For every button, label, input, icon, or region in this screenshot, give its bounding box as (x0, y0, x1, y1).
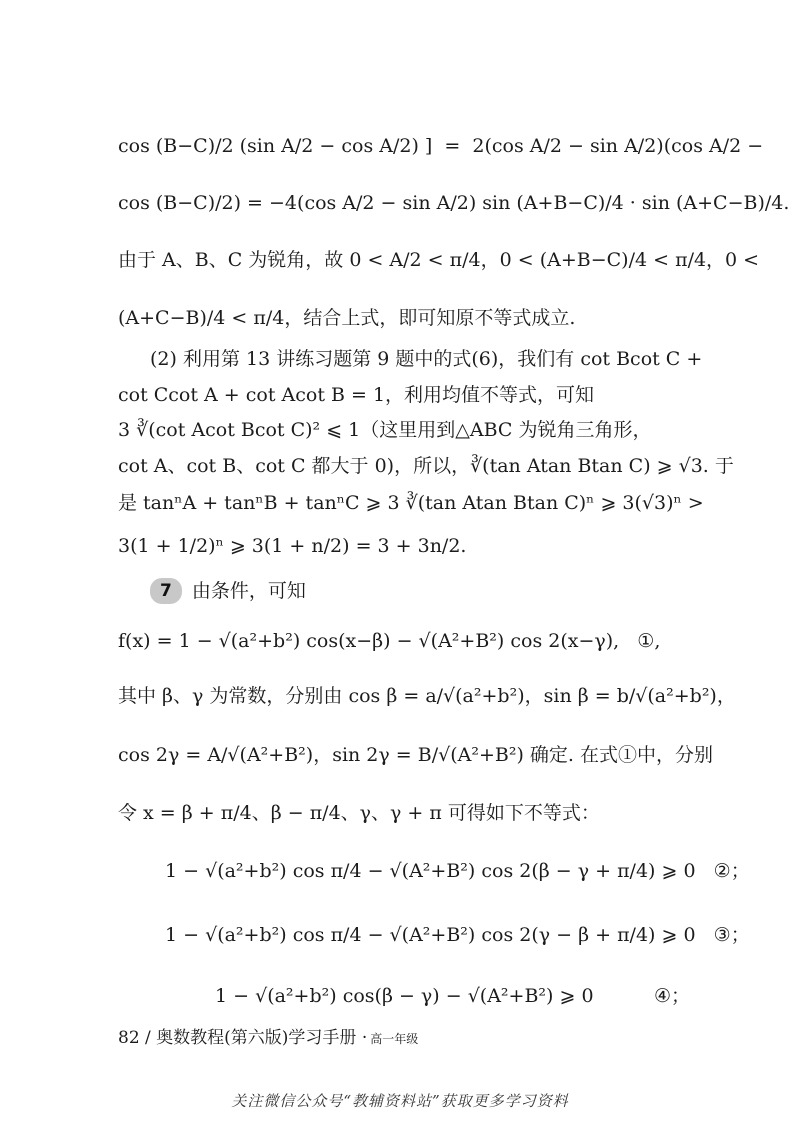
text-line-15: 令 x = β + π/4、β − π/4、γ、γ + π 可得如下不等式： (118, 802, 600, 824)
equation-2: 1 − √(a²+b²) cos π/4 − √(A²+B²) cos 2(β − γ + π/4) ⩾ 0 ②； (165, 860, 750, 882)
text-line-9: 是 tanⁿA + tanⁿB + tanⁿC ⩾ 3 ∛(tan Atan Btan C)ⁿ ⩾ 3(√3)ⁿ > (118, 492, 704, 514)
math-line-1: cos (B−C)/2 (sin A/2 − cos A/2) ] = 2(cos A/2 − sin A/2)(cos A/2 − (118, 135, 764, 157)
page-footer (118, 1023, 418, 1048)
text-line-3: 由于 A、B、C 为锐角，故 0 < A/2 < π/4，0 < (A+B−C)/4 < π/4，0 < (118, 249, 760, 271)
text-line-5: (2) 利用第 13 讲练习题第 9 题中的式(6)，我们有 cot Bcot C + (150, 348, 703, 370)
equation-4: 1 − √(a²+b²) cos(β − γ) − √(A²+B²) ⩾ 0 ④； (215, 985, 690, 1007)
text-line-14: cos 2γ = A/√(A²+B²)，sin 2γ = B/√(A²+B²) 确定. 在式①中，分别 (118, 744, 714, 766)
problem-heading: 7 由条件，可知 (150, 578, 710, 604)
footer-title: 82 / 奥数教程(第六版)学习手册 · (118, 1028, 368, 1048)
text-line-8: cot A、cot B、cot C 都大于 0)，所以，∛(tan Atan Btan C) ⩾ √3. 于 (118, 455, 734, 477)
footer-grade: 高一年级 (370, 1032, 419, 1046)
text-line-13: 其中 β、γ 为常数，分别由 cos β = a/√(a²+b²)，sin β = b/√(a²+b²)， (118, 685, 736, 707)
watermark-text: 关注微信公众号“教辅资料站”获取更多学习资料 (231, 1092, 569, 1110)
text-line-7: 3 ∛(cot Acot Bcot C)² ⩽ 1（这里用到△ABC 为锐角三角形， (118, 419, 652, 441)
math-line-2: cos (B−C)/2) = −4(cos A/2 − sin A/2) sin (A+B−C)/4 · sin (A+C−B)/4. (118, 192, 790, 214)
text-line-6: cot Ccot A + cot Acot B = 1，利用均值不等式，可知 (118, 384, 595, 406)
equation-1: f(x) = 1 − √(a²+b²) cos(x−β) − √(A²+B²) cos 2(x−γ), ①, (118, 630, 661, 652)
problem-number-badge: 7 (150, 578, 182, 604)
equation-3: 1 − √(a²+b²) cos π/4 − √(A²+B²) cos 2(γ − β + π/4) ⩾ 0 ③； (165, 924, 750, 946)
math-line-10: 3(1 + 1/2)ⁿ ⩾ 3(1 + n/2) = 3 + 3n/2. (118, 535, 467, 557)
text-line-4: (A+C−B)/4 < π/4，结合上式，即可知原不等式成立. (118, 307, 576, 329)
